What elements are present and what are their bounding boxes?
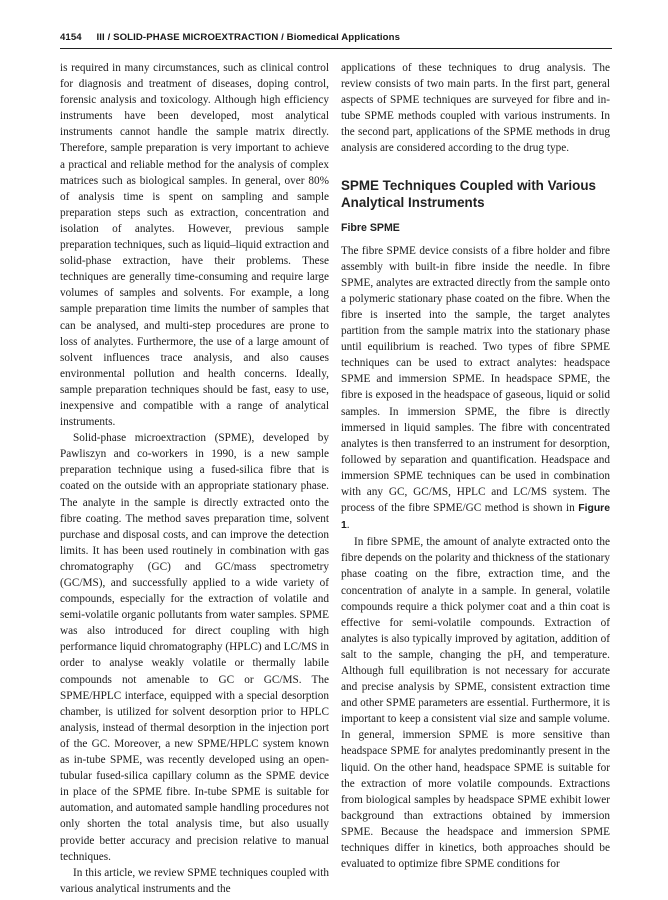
running-title: III / SOLID-PHASE MICROEXTRACTION / Biomedical Applications — [96, 32, 401, 43]
page-number: 4154 — [60, 32, 82, 43]
section-heading: SPME Techniques Coupled with Various Analytical Instruments — [341, 177, 596, 210]
paragraph: In fibre SPME, the amount of analyte extracted onto the fibre depends on the polarity and thickness of the stationary phase coating on the fibre, extraction time, and the concentration of analyte in a sample. In general, volatile compounds require a thick polymer coat and a thin coat is effective for semi-volatile compounds. Extraction of analytes is also typically improved by agitation, addition of salt to the sample, changing the pH, and temperature. Although full equilibration is not necessary for accurate and precise analysis by SPME, consistent extraction time and other SPME parameters are essential. Furthermore, it is important to keep a consistent vial size and sample volume. In general, immersion SPME is more sensitive than headspace SPME for analytes predominantly present in the liquid. On the other hand, headspace SPME is suitable for the extraction of more volatile compounds. Extractions from biological samples by headspace SPME exhibit lower background than extractions obtained by immersion SPME. Because the headspace and immersion SPME techniques differ in kinetics, both approaches should be evaluated to optimize fibre SPME conditions for — [341, 536, 610, 871]
running-header — [60, 32, 612, 43]
right-column — [341, 60, 610, 872]
paragraph: applications of these techniques to drug analysis. The review consists of two main parts. In the first part, general aspects of SPME techniques are surveyed for fibre and in-tube SPME methods coupled with various instruments. In the second part, applications of the SPME methods in drug analysis are considered according to the drug type. — [341, 62, 610, 155]
paragraph: In this article, we review SPME techniques coupled with various analytical instruments and the — [60, 866, 329, 895]
paragraph: is required in many circumstances, such as clinical control for diagnosis and treatment of diseases, doping control, forensic analysis and toxicology. Although high efficiency instruments have been developed, most analytical instruments cannot handle the sample matrix directly. Therefore, sample preparation is very important to achieve a practical and reliable method for the analysis of complex matrices such as biological samples. In general, over 80% of analysis time is spent on sampling and sample preparation steps such as extraction, concentration and isolation of analytes. However, previous sample preparation techniques, such as liquid–liquid extraction and solid-phase extraction, have their problems. These techniques are generally time-consuming and require large volumes of samples and solvents. For example, a long sample preparation time limits the number of samples that can be analysed, and multi-step procedures are prone to loss of analytes. Furthermore, the use of a large amount of solvent influences trace analysis, and also causes environmental pollution and health concerns. Ideally, sample preparation techniques should be fast, easy to use, inexpensive and compatible with a range of analytical instruments. — [60, 62, 329, 429]
paragraph-text: The fibre SPME device consists of a fibre holder and fibre assembly with built-in fibre inside the needle. In fibre SPME, analytes are extracted directly from the sample onto a polymeric stationary phase coated on the fibre. When the fibre is inserted into the sample, the target analytes partition from the sample matrix into the stationary phase until equilibrium is reached. Two types of fibre SPME techniques can be used to extract analytes: headspace SPME and immersion SPME. In headspace SPME, the fibre is exposed in the headspace of gaseous, liquid or solid samples. In immersion SPME, the fibre is directly immersed in liquid samples. The fibre with concentrated analytes is then transferred to an instrument for desorption, followed by separation and quantification. Headspace and immersion SPME techniques can be used in combination with any GC, GC/MS, HPLC and LC/MS system. The process of the fibre SPME/GC method is shown in — [341, 244, 610, 515]
figure-reference[interactable]: Figure 1 — [341, 503, 610, 532]
paragraph: Solid-phase microextraction (SPME), developed by Pawliszyn and co-workers in 1990, is a new sample preparation technique using a fused-silica fibre that is coated on the outside with an appropriate stationary phase. The analyte in the sample is directly extracted onto the fibre coating. The method saves preparation time, solvent purchase and disposal costs, and can improve the detection limits. It has been used routinely in combination with gas chromatography (GC) and GC/mass spectrometry (GC/MS), and successfully applied to a wide variety of compounds, especially for the extraction of volatile and semi-volatile organic pollutants from water samples. SPME was also introduced for direct coupling with high performance liquid chromatography (HPLC) and LC/MS in order to analyse weakly volatile or thermally labile compounds not amenable to GC or GC/MS. The SPME/HPLC interface, equipped with a special desorption chamber, is utilized for solvent desorption prior to HPLC analysis, instead of thermal desorption in the injection port of the GC. Moreover, a new SPME/HPLC system known as in-tube SPME, was recently developed using an open-tubular fused-silica capillary column as the SPME device in place of the SPME fibre. In-tube SPME is suitable for automation, and automated sample handling procedures not only shorten the total analysis time, but also usually provide better accuracy and precision relative to manual techniques. — [60, 432, 329, 863]
paragraph — [341, 243, 610, 535]
left-column — [60, 60, 329, 897]
paragraph-text: . — [346, 519, 350, 532]
header-rule — [60, 48, 612, 49]
subsection-heading: Fibre SPME — [341, 221, 400, 234]
